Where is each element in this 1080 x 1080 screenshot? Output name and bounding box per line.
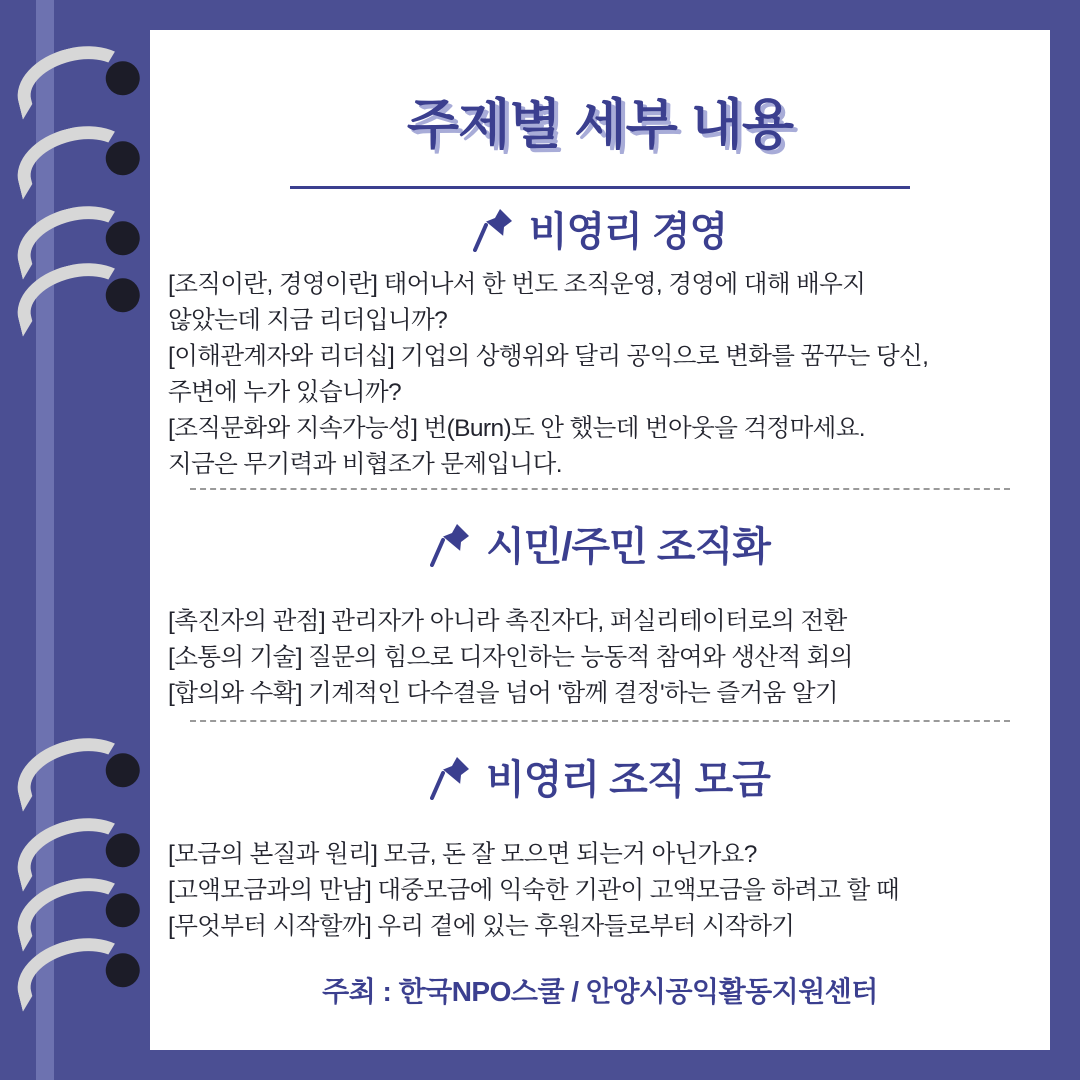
- body-line: [모금의 본질과 원리] 모금, 돈 잘 모으면 되는거 아닌가요?: [168, 841, 757, 868]
- body-line: 주변에 누가 있습니까?: [168, 379, 402, 406]
- host-line: 주최 : 한국NPO스쿨 / 안양시공익활동지원센터: [322, 976, 878, 1007]
- section-body: [150, 582, 1050, 712]
- section-title: 시민/주민 조직화: [486, 525, 770, 569]
- pushpin-icon: [430, 754, 472, 800]
- section-header: [150, 200, 1050, 257]
- section-divider: [190, 488, 1010, 490]
- title-divider: [290, 186, 910, 189]
- page-title: 주제별 세부 내용: [406, 95, 794, 155]
- body-line: [소통의 기술] 질문의 힘으로 디자인하는 능동적 참여와 생산적 회의: [168, 644, 853, 671]
- body-line: 지금은 무기력과 비협조가 문제입니다.: [168, 451, 562, 478]
- body-line: [촉진자의 관점] 관리자가 아니라 촉진자다, 퍼실리테이터로의 전환: [168, 608, 847, 635]
- body-line: [합의와 수확] 기계적인 다수결을 넘어 '함께 결정'하는 즐거움 알기: [168, 680, 838, 707]
- section-header: [150, 515, 1050, 572]
- paper-page: [150, 30, 1050, 1050]
- body-line: [무엇부터 시작할까] 우리 곁에 있는 후원자들로부터 시작하기: [168, 913, 795, 940]
- pushpin-icon: [473, 206, 515, 252]
- section-title: 비영리 조직 모금: [486, 758, 770, 802]
- section-nonprofit-management: [150, 200, 1050, 483]
- pushpin-icon: [430, 521, 472, 567]
- section-body: [150, 267, 1050, 483]
- section-header: [150, 748, 1050, 805]
- section-body: [150, 815, 1050, 945]
- section-citizen-organizing: [150, 515, 1050, 712]
- section-divider: [190, 720, 1010, 722]
- body-line: [이해관계자와 리더십] 기업의 상행위와 달리 공익으로 변화를 꿈꾸는 당신,: [168, 343, 929, 370]
- body-line: [조직문화와 지속가능성] 번(Burn)도 안 했는데 번아웃을 걱정마세요.: [168, 415, 866, 442]
- body-line: 않았는데 지금 리더입니까?: [168, 307, 448, 334]
- section-title: 비영리 경영: [528, 210, 728, 254]
- section-fundraising: [150, 748, 1050, 945]
- body-line: [조직이란, 경영이란] 태어나서 한 번도 조직운영, 경영에 대해 배우지: [168, 271, 866, 298]
- body-line: [고액모금과의 만남] 대중모금에 익숙한 기관이 고액모금을 하려고 할 때: [168, 877, 900, 904]
